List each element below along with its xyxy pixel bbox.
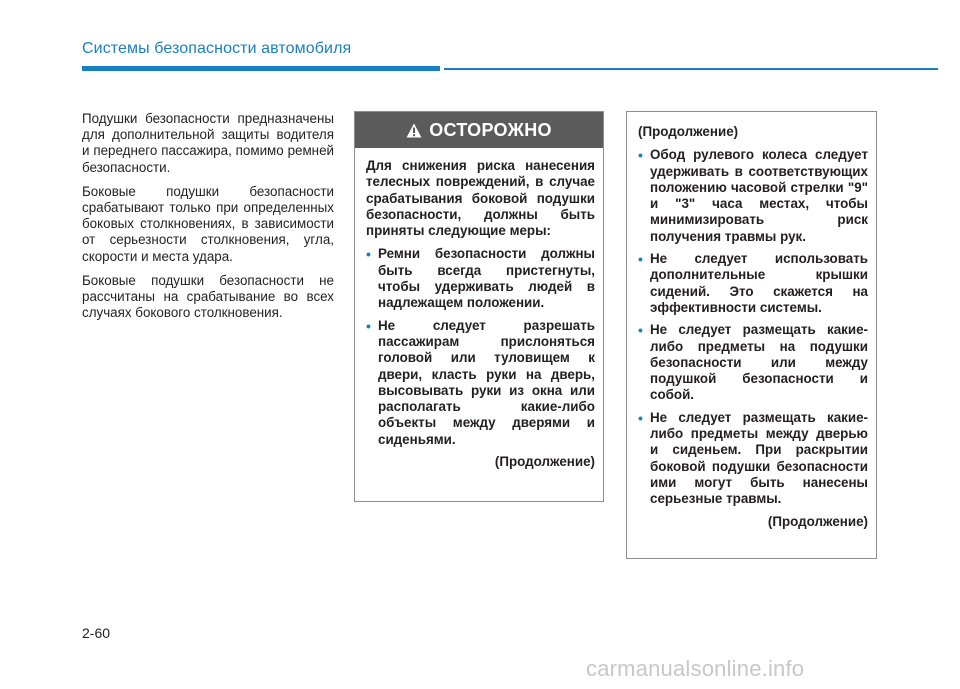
continued-box bbox=[626, 111, 877, 559]
list-item-text: Не следует размещать какие-либо предметы между дверью и сиденьем. При раскрытии боковой подушки безопасности ими могут быть нанесены серьезные травмы. bbox=[650, 409, 868, 507]
page-number: 2-60 bbox=[82, 625, 111, 641]
bullet-icon: • bbox=[638, 322, 643, 339]
bullet-icon: • bbox=[638, 251, 643, 268]
warning-intro: Для снижения риска нанесения телесных повреждений, в случае срабатывания боковой подушки безопасности, должны быть приняты следующие меры: bbox=[366, 158, 595, 239]
list-item bbox=[638, 322, 868, 403]
warning-body bbox=[355, 148, 603, 470]
list-item-text: Ремни безопасности должны быть всегда пристегнуты, чтобы удерживать людей в надлежащем положении. bbox=[378, 246, 595, 311]
continued-header: (Продолжение) bbox=[638, 124, 739, 139]
continued-label: (Продолжение) bbox=[767, 513, 868, 529]
continued-label: (Продолжение) bbox=[494, 454, 595, 470]
warning-header bbox=[355, 112, 603, 148]
left-column bbox=[82, 111, 334, 329]
list-item-text: Обод рулевого колеса следует удерживать в соответствующих положению часовой стрелки "9" и "3" часа местах, чтобы минимизировать риск получения травмы рук. bbox=[650, 147, 868, 244]
watermark: carmanualsonline.info bbox=[586, 656, 805, 681]
list-item-text: Не следует использовать дополнительные крышки сидений. Это скажется на эффективности системы. bbox=[650, 251, 868, 315]
list-item bbox=[638, 410, 868, 508]
paragraph: Подушки безопасности предназначены для дополнительной защиты водителя и переднего пассажира, помимо ремней безопасности. bbox=[82, 111, 334, 175]
list-item-text: Не следует размещать какие-либо предметы на подушки безопасности или между подушкой безопасности и собой. bbox=[650, 322, 868, 403]
bullet-icon: • bbox=[638, 409, 643, 426]
section-title: Системы безопасности автомобиля bbox=[82, 40, 352, 57]
continued-body bbox=[627, 112, 876, 530]
header-rule-thin bbox=[444, 68, 938, 70]
continued-list bbox=[638, 147, 868, 507]
list-item bbox=[366, 246, 595, 311]
bullet-icon: • bbox=[366, 246, 371, 263]
warning-title: ОСТОРОЖНО bbox=[429, 119, 552, 140]
paragraph: Боковые подушки безопасности не рассчитаны на срабатывание во всех случаях бокового столкновения. bbox=[82, 272, 334, 321]
header-rule-thick bbox=[82, 66, 440, 71]
bullet-icon: • bbox=[638, 147, 643, 164]
list-item bbox=[366, 318, 595, 448]
list-item bbox=[638, 147, 868, 245]
warning-box bbox=[354, 111, 604, 502]
warning-list bbox=[366, 246, 595, 448]
list-item-text: Не следует разрешать пассажирам прислоняться головой или туловищем к двери, класть руки на дверь, высовывать руки из окна или располагать какие-либо объекты между дверями и сиденьями. bbox=[378, 317, 595, 447]
warning-triangle-icon bbox=[406, 123, 422, 138]
paragraph: Боковые подушки безопасности срабатывают только при определенных боковых столкновениях, в зависимости от серьезности столкновения, угла, скорости и места удара. bbox=[82, 183, 334, 264]
bullet-icon: • bbox=[366, 317, 371, 334]
list-item bbox=[638, 251, 868, 316]
